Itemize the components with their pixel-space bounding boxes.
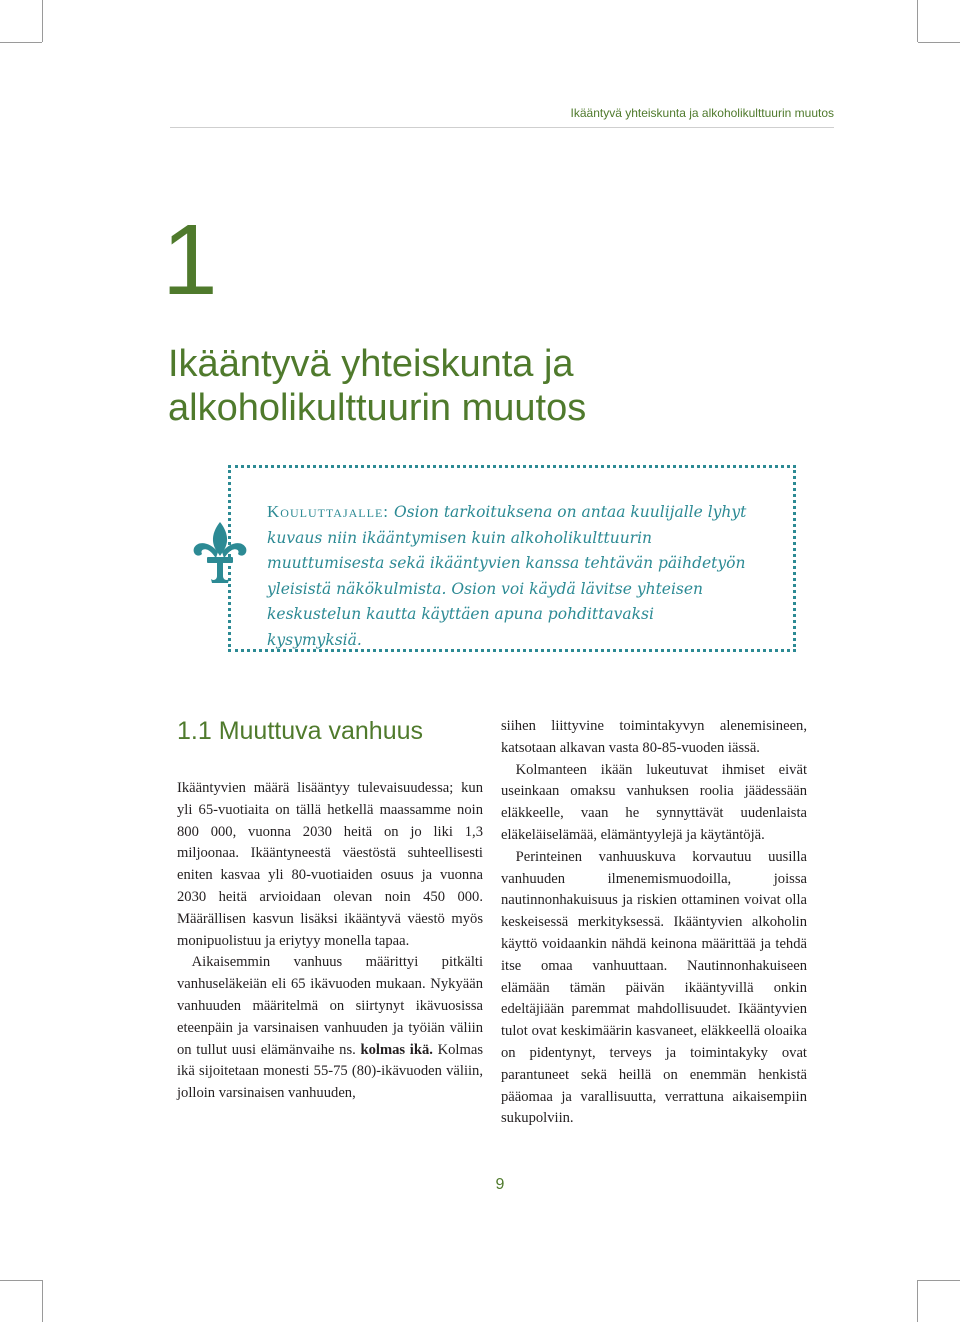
paragraph-text: Kolmas ikä sijoitetaan monesti 55-75 (80)-ikävuoden väliin, jolloin varsinaisen vanhuuden, — [177, 1041, 483, 1102]
trainer-note — [267, 499, 747, 653]
paragraph: Ikääntyvien määrä lisääntyy tulevaisuudessa; kun yli 65-vuotiaita on tällä hetkellä maassamme noin 800 000, vuonna 2030 heitä on jo liki 1,3 miljoonaa. Ikääntyneestä väestöstä suhteellisesti eniten kasvaa yli 80-vuotiaiden osuus ja vuonna 2030 heitä arvioidaan olevan noin 450 000. Määrällisen kasvun lisäksi ikääntyvä väestö myös monipuolistuu ja eriytyy monella tapaa. — [177, 780, 483, 949]
crop-mark — [917, 1280, 918, 1322]
page-number: 9 — [495, 1176, 505, 1193]
left-column — [177, 778, 483, 1105]
crop-mark — [0, 42, 42, 43]
crop-mark — [0, 1280, 42, 1281]
paragraph: Kolmanteen ikään lukeutuvat ihmiset eivät useinkaan omaksu vanhuksen roolia jäädessään eläkkeelle, vaan he synnyttävät uudenlaista eläkeläiselämää, elämäntyylejä ja käytäntöjä. — [501, 761, 807, 843]
crop-mark — [42, 0, 43, 42]
chapter-number: 1 — [162, 204, 214, 316]
trainer-note-label: Kouluttajalle: — [267, 502, 390, 521]
paragraph: Perinteinen vanhuuskuva korvautuu uusilla vanhuuden ilmenemismuodoilla, joissa nautinnonhakuisuus ja riskien ottaminen voivat olla keskeisessä merkityksessä. Ikääntyvien alkoholin käyttö voidaankin nähdä keinona määrittää ja tehdä itse omaa vanhuuttaan. Nautinnonhakuiseen elämään tämän päivän ikääntyvillä onkin edeltäjiään paremmat mahdollisuudet. Ikääntyvien tulot ovat keskimäärin kasvaneet, eläkkeellä oloaika on pidentynyt, terveys ja toimintakyky ovat parantuneet sekä heillä on enemmän henkistä pääomaa ja varallisuutta, verrattuna aikaisempiin sukupolviin. — [501, 848, 807, 1127]
crop-mark — [918, 42, 960, 43]
chapter-title: Ikääntyvä yhteiskunta ja alkoholikulttuurin muutos — [168, 343, 587, 429]
crop-mark — [917, 0, 918, 42]
running-header: Ikääntyvä yhteiskunta ja alkoholikulttuurin muutos — [570, 106, 834, 120]
emphasized-term: kolmas ikä. — [360, 1041, 433, 1058]
paragraph — [177, 952, 483, 1105]
paragraph-text: Aikaisemmin vanhuus määrittyi pitkälti vanhuseläkeiän eli 65 ikävuoden mukaan. Nykyään vanhuuden määritelmä on siirtynyt ikävuosissa eteenpäin ja varsinaisen vanhuuden ja työiän väliin on tullut uusi elämänvaihe ns. — [177, 954, 483, 1058]
crop-mark — [918, 1280, 960, 1281]
paragraph: siihen liittyvine toimintakyvyn alenemisineen, katsotaan alkavan vasta 80-85-vuoden iässä. — [501, 718, 807, 756]
fleur-de-lis-icon — [192, 520, 248, 584]
trainer-note-text: Osion tarkoituksena on antaa kuulijalle lyhyt kuvaus niin ikääntymisen kuin alkoholikulttuurin muuttumisesta sekä ikääntyvien kanssa tehtävän päihdetyön yleisistä näkökulmista. Osion voi käydä lävitse yhteisen keskustelun kautta käyttäen apuna pohdittavaksi kysymyksiä. — [267, 503, 747, 649]
right-column — [501, 716, 807, 1130]
crop-mark — [42, 1280, 43, 1322]
header-rule — [170, 127, 834, 128]
section-heading: 1.1 Muuttuva vanhuus — [177, 717, 423, 745]
